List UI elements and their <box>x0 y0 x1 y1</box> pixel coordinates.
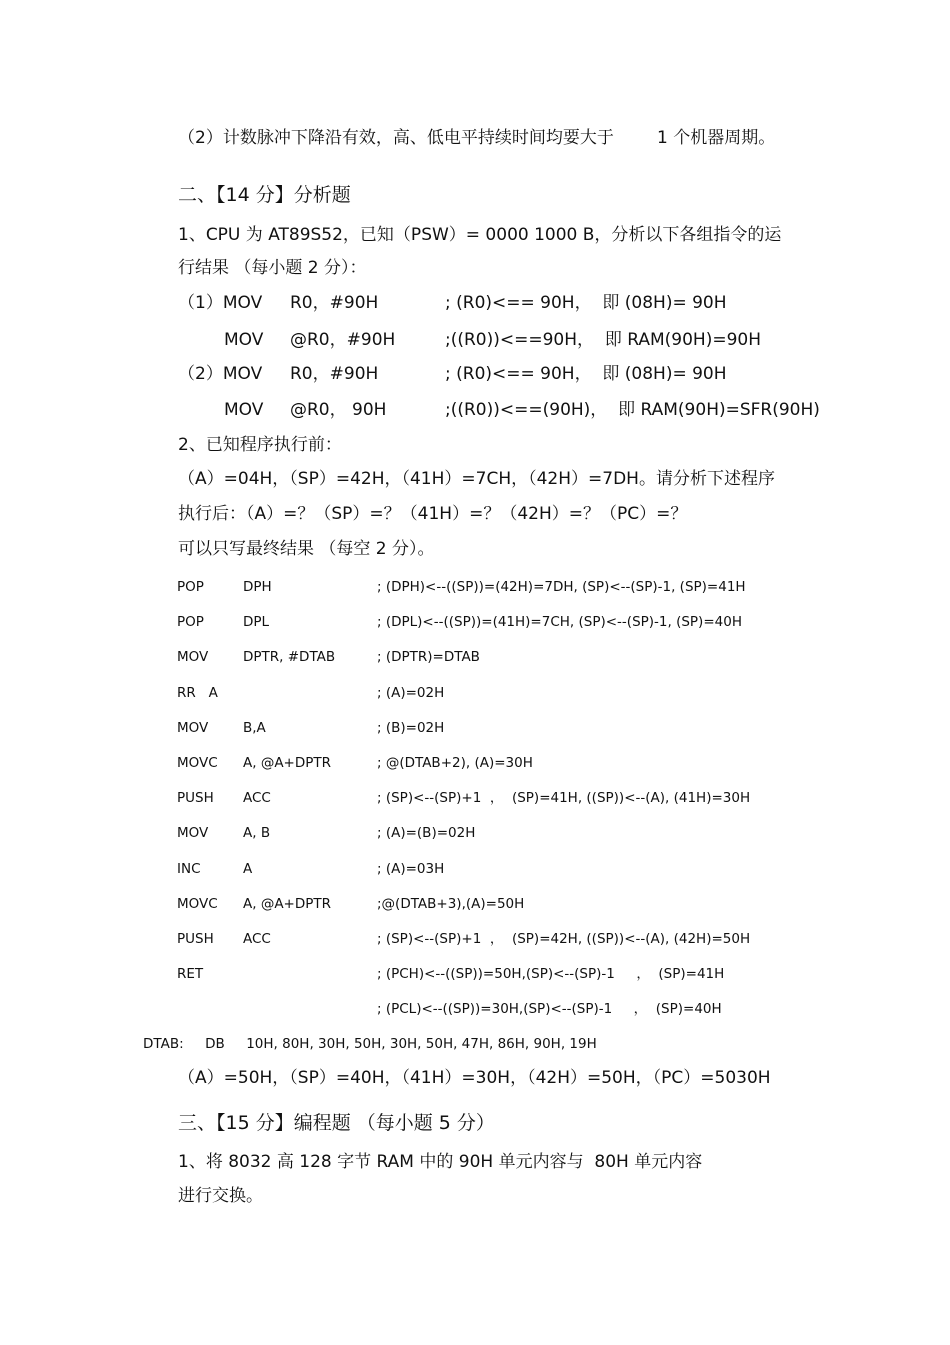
program-row-8-comment: ; (A)=(B)=02H <box>377 825 476 841</box>
q3-prompt-line-1: 1、将 8032 高 128 字节 RAM 中的 90H 单元内容与 80H 单元内容 <box>178 1152 703 1172</box>
q1-g2-b-op: MOV <box>224 400 264 420</box>
program-row-6-opcode: MOVC <box>177 755 218 771</box>
program-row-3-comment: ; (DPTR)=DTAB <box>377 649 480 665</box>
program-row-5-comment: ; (B)=02H <box>377 720 445 736</box>
program-row-8-operand: A, B <box>243 825 271 841</box>
q1-g2-b-arg: @R0， 90H <box>290 400 387 420</box>
program-row-5-operand: B,A <box>243 720 266 736</box>
program-row-2-operand: DPL <box>243 614 270 630</box>
program-row-3-opcode: MOV <box>177 649 209 665</box>
q1-g2-a-op: （2）MOV <box>178 364 263 384</box>
q2-prompt-line-4: 可以只写最终结果 （每空 2 分）。 <box>178 539 435 559</box>
q3-prompt-line-2: 进行交换。 <box>178 1186 263 1206</box>
q1-g2-b-comment: ;((R0))<==(90H)， 即 RAM(90H)=SFR(90H) <box>445 400 820 420</box>
program-row-6-comment: ; @(DTAB+2), (A)=30H <box>377 755 533 771</box>
dtab-line: DTAB: DB 10H, 80H, 30H, 50H, 30H, 50H, 47H, 86H, 90H, 19H <box>143 1036 597 1052</box>
program-row-12-comment: ; (PCH)<--((SP))=50H,(SP)<--(SP)-1 ， (SP)=41H <box>377 966 725 982</box>
program-row-4-comment: ; (A)=02H <box>377 685 445 701</box>
counter-pulse-note: （2）计数脉冲下降沿有效，高、低电平持续时间均要大于 1 个机器周期。 <box>178 128 776 148</box>
program-row-7-operand: ACC <box>243 790 271 806</box>
q2-prompt-line-3: 执行后：（A）=？（SP）=？（41H）=？（42H）=？（PC）=？ <box>178 504 688 524</box>
program-row-11-opcode: PUSH <box>177 931 214 947</box>
program-row-13-comment: ; (PCL)<--((SP))=30H,(SP)<--(SP)-1 ， (SP)=40H <box>377 1001 722 1017</box>
program-row-12-opcode: RET <box>177 966 204 982</box>
section-3-title: 三、【15 分】编程题 （每小题 5 分） <box>178 1112 495 1134</box>
q1-prompt-line-2: 行结果 （每小题 2 分）： <box>178 258 367 278</box>
q1-g1-a-op: （1）MOV <box>178 293 263 313</box>
program-row-6-operand: A, @A+DPTR <box>243 755 332 771</box>
q2-answer: （A）=50H，（SP）=40H，（41H）=30H，（42H）=50H，（PC）=5030H <box>178 1068 771 1088</box>
program-row-7-comment: ; (SP)<--(SP)+1 ， (SP)=41H, ((SP))<--(A), (41H)=30H <box>377 790 751 806</box>
program-row-10-opcode: MOVC <box>177 896 218 912</box>
program-row-10-operand: A, @A+DPTR <box>243 896 332 912</box>
q1-g1-b-comment: ;((R0))<==90H， 即 RAM(90H)=90H <box>445 330 762 350</box>
program-row-2-comment: ; (DPL)<--((SP))=(41H)=7CH, (SP)<--(SP)-1, (SP)=40H <box>377 614 742 630</box>
q1-g2-a-arg: R0，#90H <box>290 364 379 384</box>
program-row-11-comment: ; (SP)<--(SP)+1 ， (SP)=42H, ((SP))<--(A), (42H)=50H <box>377 931 751 947</box>
program-row-7-opcode: PUSH <box>177 790 214 806</box>
program-row-1-comment: ; (DPH)<--((SP))=(42H)=7DH, (SP)<--(SP)-1, (SP)=41H <box>377 579 746 595</box>
q1-g2-a-comment: ; (R0)<== 90H， 即 (08H)= 90H <box>445 364 727 384</box>
program-row-2-opcode: POP <box>177 614 204 630</box>
program-row-10-comment: ;@(DTAB+3),(A)=50H <box>377 896 525 912</box>
program-row-8-opcode: MOV <box>177 825 209 841</box>
q1-prompt-line-1: 1、CPU 为 AT89S52，已知（PSW）= 0000 1000 B，分析以下各组指令的运 <box>178 225 782 245</box>
program-row-9-comment: ; (A)=03H <box>377 861 445 877</box>
q1-g1-b-op: MOV <box>224 330 264 350</box>
q1-g1-b-arg: @R0，#90H <box>290 330 396 350</box>
q2-prompt-line-2: （A）=04H，（SP）=42H，（41H）=7CH，（42H）=7DH。请分析下述程序 <box>178 469 775 489</box>
q1-g1-a-comment: ; (R0)<== 90H， 即 (08H)= 90H <box>445 293 727 313</box>
program-row-11-operand: ACC <box>243 931 271 947</box>
program-row-1-operand: DPH <box>243 579 272 595</box>
program-row-3-operand: DPTR, #DTAB <box>243 649 336 665</box>
program-row-5-opcode: MOV <box>177 720 209 736</box>
q2-prompt-line-1: 2、已知程序执行前： <box>178 435 342 455</box>
q1-g1-a-arg: R0，#90H <box>290 293 379 313</box>
section-2-title: 二、【14 分】分析题 <box>178 184 351 206</box>
program-row-4-opcode: RR A <box>177 685 218 701</box>
program-row-9-opcode: INC <box>177 861 201 877</box>
program-row-9-operand: A <box>243 861 253 877</box>
program-row-1-opcode: POP <box>177 579 204 595</box>
